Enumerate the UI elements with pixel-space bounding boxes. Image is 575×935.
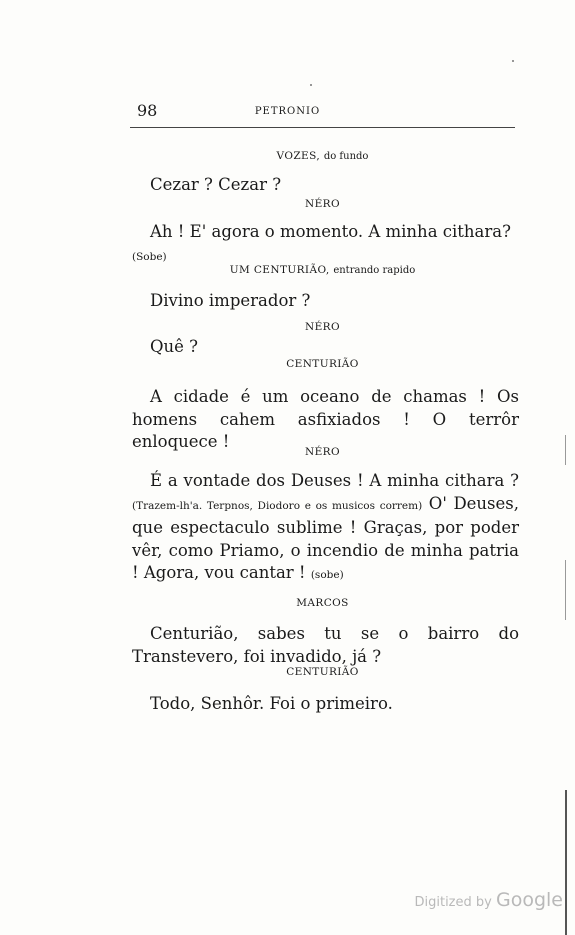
dialogue-text: Todo, Senhôr. Foi o primeiro. — [150, 694, 393, 713]
speaker-centuriao — [130, 264, 515, 276]
digitized-watermark — [414, 889, 563, 911]
dialogue-text: O' Deuses, que espectaculo sublime ! Graças, por poder vêr, como Priamo, o incendio de minha patria ! Agora, vou cantar ! — [132, 493, 520, 582]
page-edge-mark — [565, 560, 566, 620]
speaker-nero: NÉRO — [305, 446, 340, 458]
page-edge-shadow — [565, 790, 567, 935]
header-rule — [130, 127, 515, 128]
speaker-nero: NÉRO — [305, 321, 340, 333]
dialogue-text: É a vontade dos Deuses ! A minha cithara ? — [150, 471, 519, 490]
running-title: PETRONIO — [254, 106, 321, 117]
dialogue-paragraph — [132, 386, 519, 454]
speaker-vozes — [130, 150, 515, 162]
speaker-nero: NÉRO — [305, 198, 340, 210]
dialogue-line — [132, 221, 519, 268]
dialogue-text: Cezar ? Cezar ? — [150, 175, 282, 194]
dialogue-paragraph — [132, 623, 519, 668]
stage-direction: (Sobe) — [132, 250, 167, 263]
stage-direction: (sobe) — [310, 569, 344, 581]
dialogue-line — [132, 693, 519, 716]
dialogue-text: Divino imperador ? — [150, 291, 311, 310]
page-edge-mark — [565, 435, 566, 465]
dialogue-text: Centurião, sabes tu se o bairro do Transtevero, foi invadido, já ? — [132, 624, 519, 666]
speaker-note: do fundo — [323, 151, 369, 162]
stage-direction: (Trazem-lh'a. Terpnos, Diodoro e os musicos correm) — [132, 499, 423, 512]
dialogue-line — [132, 290, 519, 313]
dialogue-line — [132, 174, 519, 197]
speaker-marcos: MARCOS — [296, 597, 349, 609]
dialogue-text: Quê ? — [150, 337, 199, 356]
speaker-note: entrando rapido — [333, 265, 416, 276]
google-logo: Google — [495, 889, 563, 911]
speaker-name: UM CENTURIÃO, — [229, 264, 330, 276]
speaker-centuriao: CENTURIÃO — [286, 666, 359, 678]
page-number: 98 — [137, 101, 158, 120]
scan-speck — [310, 84, 312, 86]
watermark-prefix: Digitized by — [414, 895, 492, 910]
dialogue-line — [132, 336, 519, 359]
speaker-name: VOZES, — [276, 150, 321, 162]
dialogue-paragraph — [132, 470, 519, 587]
scan-speck — [512, 60, 514, 62]
speaker-centuriao: CENTURIÃO — [286, 358, 359, 370]
dialogue-text: Ah ! E' agora o momento. A minha cithara? — [150, 222, 511, 241]
dialogue-text: A cidade é um oceano de chamas ! Os homens cahem asfixiados ! O terrôr enloquece ! — [132, 387, 519, 451]
